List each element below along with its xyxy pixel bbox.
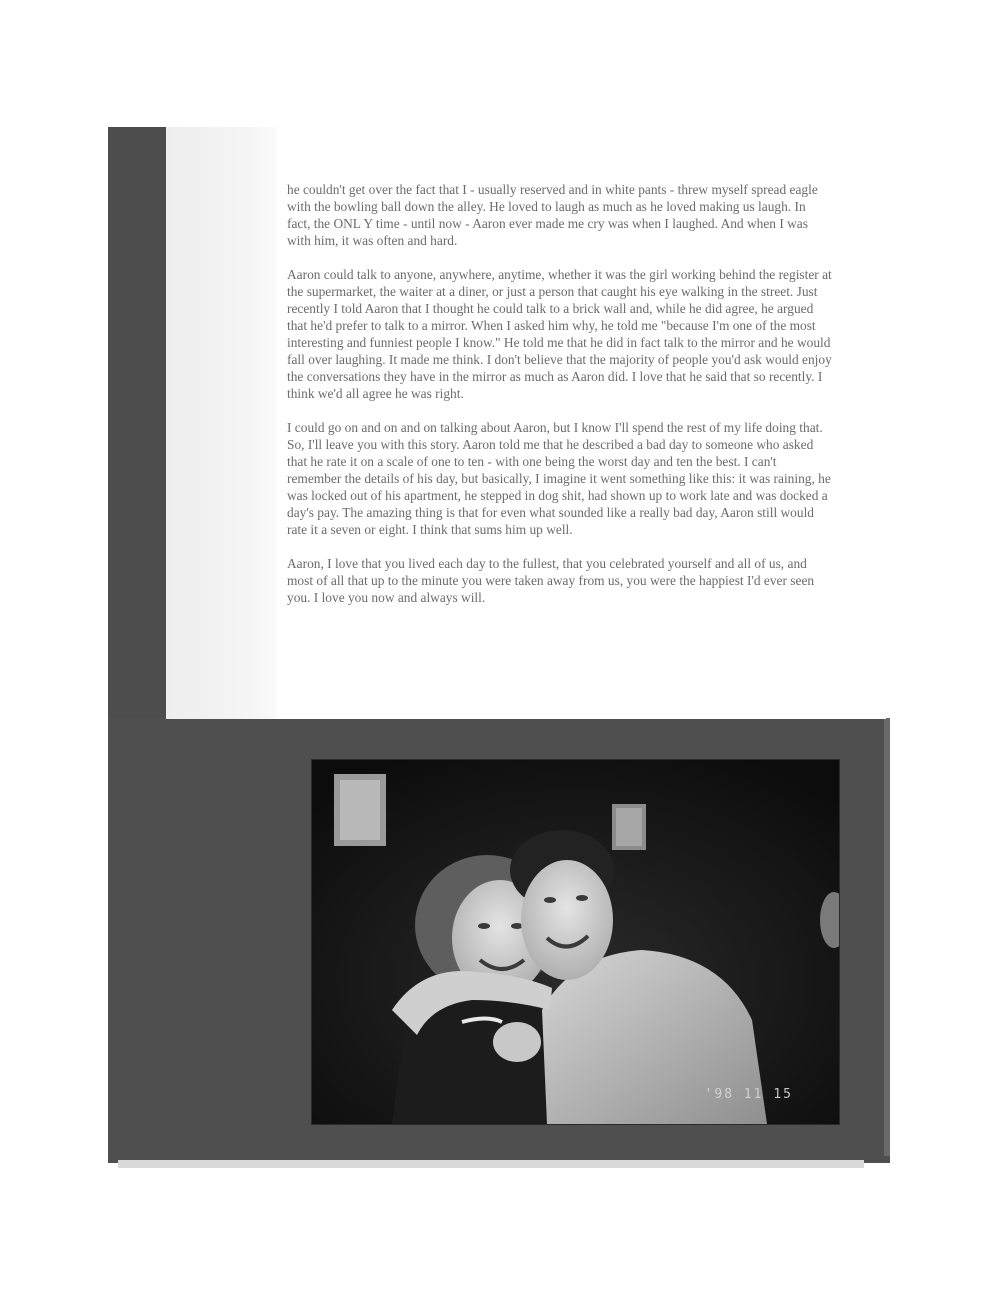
paragraph-2: Aaron could talk to anyone, anywhere, anytime, whether it was the girl working behind the register at the supermarket, the waiter at a diner, or just a person that caught his eye walking in the street. Just recently I told Aaron that I thought he could talk to a brick wall and, while he did agree, he argued that he'd prefer to talk to a mirror. When I asked him why, he told me "because I'm one of the most interesting and funniest people I know." He told me that he did in fact talk to the mirror and he would fall over laughing. It made me think. I don't believe that the majority of people you'd ask would enjoy the conversations they have in the mirror as much as Aaron did. I love that he said that so recently. I think we'd all agree he was right.	[287, 267, 832, 401]
paper-fold-shade	[166, 127, 276, 719]
photo-scene	[312, 760, 839, 1124]
wall-sign-right-inner	[616, 808, 642, 846]
paragraph-1: he couldn't get over the fact that I - usually reserved and in white pants - threw myself spread eagle with the bowling ball down the alley. He loved to laugh as much as he loved making us laugh. In fact, the ONL Y time - until now - Aaron ever made me cry was when I laughed. And when I was with him, it was often and hard.	[287, 182, 818, 248]
paragraph-3: I could go on and on and on talking about Aaron, but I know I'll spend the rest of my life doing that. So, I'll leave you with this story. Aaron told me that he described a bad day to someone who asked that he rate it on a scale of one to ten - with one being the worst day and ten the best. I can't remember the details of his day, but basically, I imagine it went something like this: it was raining, he was locked out of his apartment, he stepped in dog shit, had shown up to work late and was docked a day's pay. The amazing thing is that for even what sounded like a really bad day, Aaron still would rate it a seven or eight. I think that sums him up well.	[287, 420, 831, 537]
mat-board-shadow	[118, 1160, 864, 1168]
man-eye-left	[544, 897, 556, 903]
wall-sign-left-inner	[340, 780, 380, 840]
woman-eye-left	[478, 923, 490, 929]
paragraph-4: Aaron, I love that you lived each day to the fullest, that you celebrated yourself and all of us, and most of all that up to the minute you were taken away from us, you were the happiest I'd ever seen you. I love you now and always will.	[287, 556, 815, 605]
couple-photograph	[311, 759, 840, 1125]
mat-board-edge	[884, 718, 890, 1156]
eulogy-text	[287, 181, 832, 623]
woman-hand	[493, 1022, 541, 1062]
man-face	[521, 860, 613, 980]
man-eye-right	[576, 895, 588, 901]
photo-date-stamp: '98 11 15	[704, 1087, 793, 1102]
